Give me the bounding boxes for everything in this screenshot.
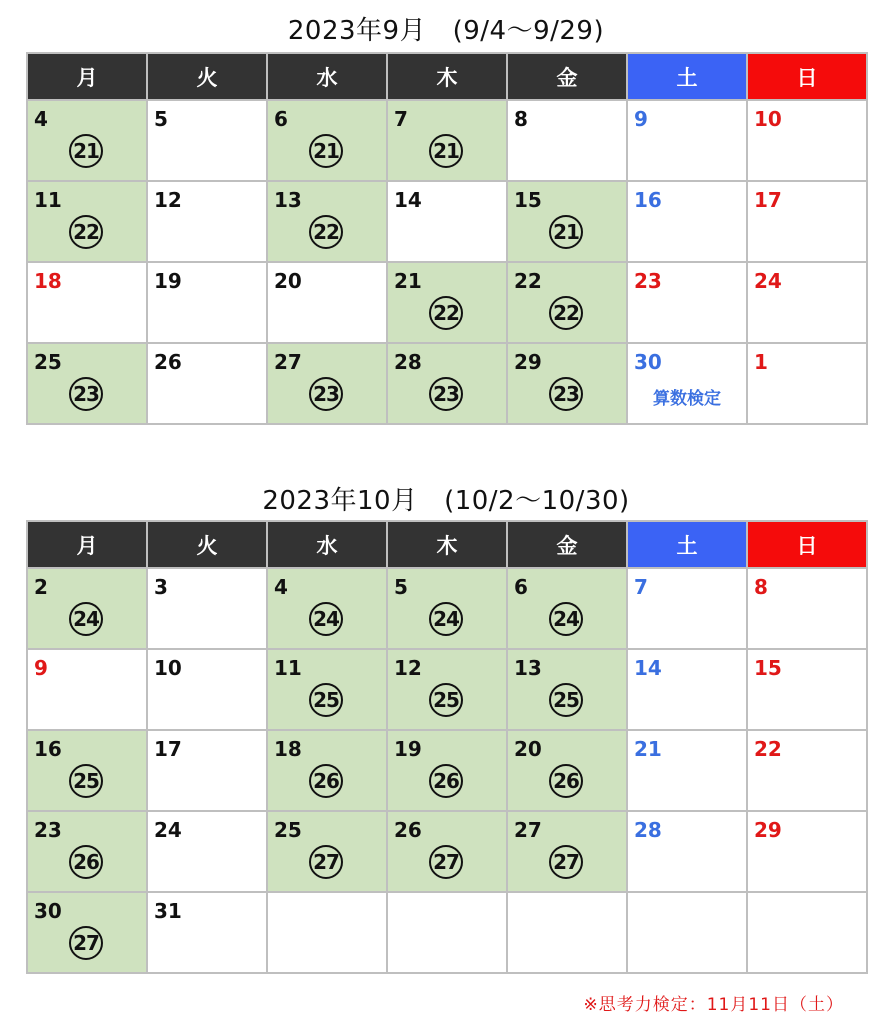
weekday-header: 金 <box>508 522 628 569</box>
day-cell <box>748 182 868 263</box>
day-cell <box>148 812 268 893</box>
day-number: 14 <box>634 656 662 680</box>
day-cell <box>748 893 868 974</box>
day-cell <box>628 101 748 182</box>
lesson-number-badge: 22 <box>69 215 103 249</box>
lesson-number-badge: 25 <box>69 764 103 798</box>
day-cell <box>388 650 508 731</box>
footnote: ※思考力検定：11月11日（土） <box>583 995 844 1015</box>
weekday-header: 月 <box>28 54 148 101</box>
day-number: 6 <box>274 107 288 131</box>
day-cell <box>268 182 388 263</box>
day-cell <box>148 263 268 344</box>
day-cell <box>148 893 268 974</box>
day-cell <box>28 893 148 974</box>
day-cell <box>28 344 148 425</box>
day-cell <box>508 263 628 344</box>
day-cell <box>388 893 508 974</box>
lesson-number-badge: 24 <box>549 602 583 636</box>
day-cell <box>28 569 148 650</box>
day-number: 30 <box>634 350 662 374</box>
day-number: 12 <box>394 656 422 680</box>
day-cell <box>628 263 748 344</box>
day-number: 28 <box>634 818 662 842</box>
day-cell <box>268 344 388 425</box>
day-number: 17 <box>754 188 782 212</box>
lesson-number-badge: 23 <box>549 377 583 411</box>
day-number: 10 <box>754 107 782 131</box>
lesson-number-badge: 26 <box>549 764 583 798</box>
day-cell <box>748 650 868 731</box>
day-cell <box>28 101 148 182</box>
day-cell <box>748 101 868 182</box>
day-number: 29 <box>514 350 542 374</box>
day-number: 27 <box>514 818 542 842</box>
day-cell <box>148 344 268 425</box>
day-cell <box>508 650 628 731</box>
lesson-number-badge: 25 <box>549 683 583 717</box>
day-number: 28 <box>394 350 422 374</box>
lesson-number-badge: 27 <box>69 926 103 960</box>
day-number: 20 <box>274 269 302 293</box>
day-number: 18 <box>274 737 302 761</box>
day-cell <box>28 731 148 812</box>
day-number: 9 <box>634 107 648 131</box>
day-number: 8 <box>514 107 528 131</box>
weekday-header: 水 <box>268 54 388 101</box>
calendar-title-september: 2023年9月 (9/4～9/29) <box>287 16 605 46</box>
day-number: 4 <box>34 107 48 131</box>
day-cell <box>388 812 508 893</box>
lesson-number-badge: 23 <box>309 377 343 411</box>
day-number: 11 <box>274 656 302 680</box>
lesson-number-badge: 22 <box>309 215 343 249</box>
day-cell <box>268 263 388 344</box>
lesson-number-badge: 21 <box>309 134 343 168</box>
lesson-number-badge: 25 <box>429 683 463 717</box>
day-cell <box>388 182 508 263</box>
day-number: 3 <box>154 575 168 599</box>
day-cell <box>268 812 388 893</box>
day-number: 7 <box>634 575 648 599</box>
day-cell <box>388 101 508 182</box>
day-cell <box>148 650 268 731</box>
day-cell <box>628 893 748 974</box>
weekday-header: 木 <box>388 522 508 569</box>
day-cell <box>28 182 148 263</box>
day-cell <box>148 101 268 182</box>
day-cell <box>268 893 388 974</box>
weekday-header: 土 <box>628 54 748 101</box>
day-number: 24 <box>754 269 782 293</box>
lesson-number-badge: 27 <box>549 845 583 879</box>
day-cell <box>628 650 748 731</box>
lesson-number-badge: 24 <box>429 602 463 636</box>
lesson-number-badge: 22 <box>549 296 583 330</box>
day-cell <box>628 344 748 425</box>
lesson-number-badge: 22 <box>429 296 463 330</box>
day-number: 23 <box>634 269 662 293</box>
weekday-header: 日 <box>748 522 868 569</box>
day-number: 31 <box>154 899 182 923</box>
day-cell <box>268 569 388 650</box>
day-number: 24 <box>154 818 182 842</box>
day-number: 8 <box>754 575 768 599</box>
day-cell <box>748 731 868 812</box>
day-cell <box>508 731 628 812</box>
calendar-grid-september <box>26 52 868 425</box>
lesson-number-badge: 27 <box>309 845 343 879</box>
day-number: 17 <box>154 737 182 761</box>
day-cell <box>508 101 628 182</box>
lesson-number-badge: 26 <box>429 764 463 798</box>
day-number: 16 <box>34 737 62 761</box>
day-number: 21 <box>634 737 662 761</box>
day-cell <box>508 569 628 650</box>
day-cell <box>628 569 748 650</box>
day-cell <box>148 569 268 650</box>
day-number: 5 <box>394 575 408 599</box>
day-number: 25 <box>34 350 62 374</box>
day-number: 25 <box>274 818 302 842</box>
day-number: 12 <box>154 188 182 212</box>
day-cell <box>268 650 388 731</box>
day-cell <box>508 893 628 974</box>
day-number: 1 <box>754 350 768 374</box>
day-number: 2 <box>34 575 48 599</box>
day-number: 26 <box>394 818 422 842</box>
day-cell <box>388 569 508 650</box>
day-number: 13 <box>274 188 302 212</box>
day-number: 22 <box>514 269 542 293</box>
day-cell <box>748 263 868 344</box>
lesson-number-badge: 21 <box>429 134 463 168</box>
day-cell <box>628 182 748 263</box>
day-cell <box>148 731 268 812</box>
day-number: 7 <box>394 107 408 131</box>
lesson-number-badge: 24 <box>309 602 343 636</box>
lesson-number-badge: 27 <box>429 845 463 879</box>
day-cell <box>28 263 148 344</box>
day-number: 16 <box>634 188 662 212</box>
day-number: 9 <box>34 656 48 680</box>
day-cell <box>388 263 508 344</box>
day-cell <box>748 569 868 650</box>
day-cell <box>268 731 388 812</box>
lesson-number-badge: 23 <box>429 377 463 411</box>
lesson-number-badge: 26 <box>69 845 103 879</box>
calendar-grid-october <box>26 520 868 974</box>
day-cell <box>388 344 508 425</box>
day-number: 4 <box>274 575 288 599</box>
day-number: 5 <box>154 107 168 131</box>
day-number: 23 <box>34 818 62 842</box>
weekday-header: 火 <box>148 522 268 569</box>
day-number: 10 <box>154 656 182 680</box>
day-cell <box>268 101 388 182</box>
day-cell <box>748 344 868 425</box>
weekday-header: 金 <box>508 54 628 101</box>
lesson-number-badge: 26 <box>309 764 343 798</box>
day-number: 22 <box>754 737 782 761</box>
day-number: 30 <box>34 899 62 923</box>
day-number: 13 <box>514 656 542 680</box>
lesson-number-badge: 24 <box>69 602 103 636</box>
weekday-header: 火 <box>148 54 268 101</box>
day-number: 6 <box>514 575 528 599</box>
calendar-title-october: 2023年10月 (10/2～10/30) <box>262 486 630 516</box>
day-number: 11 <box>34 188 62 212</box>
day-cell <box>148 182 268 263</box>
day-number: 18 <box>34 269 62 293</box>
day-number: 21 <box>394 269 422 293</box>
day-number: 19 <box>154 269 182 293</box>
day-number: 29 <box>754 818 782 842</box>
day-number: 27 <box>274 350 302 374</box>
weekday-header: 月 <box>28 522 148 569</box>
day-number: 20 <box>514 737 542 761</box>
day-cell <box>628 731 748 812</box>
lesson-number-badge: 21 <box>549 215 583 249</box>
day-number: 26 <box>154 350 182 374</box>
day-cell <box>388 731 508 812</box>
day-cell <box>28 650 148 731</box>
weekday-header: 水 <box>268 522 388 569</box>
lesson-number-badge: 23 <box>69 377 103 411</box>
day-cell <box>28 812 148 893</box>
lesson-number-badge: 21 <box>69 134 103 168</box>
weekday-header: 日 <box>748 54 868 101</box>
weekday-header: 土 <box>628 522 748 569</box>
day-cell <box>748 812 868 893</box>
event-note: 算数検定 <box>653 389 721 409</box>
day-cell <box>508 182 628 263</box>
day-number: 19 <box>394 737 422 761</box>
day-cell <box>628 812 748 893</box>
day-cell <box>508 344 628 425</box>
day-number: 15 <box>514 188 542 212</box>
weekday-header: 木 <box>388 54 508 101</box>
day-number: 15 <box>754 656 782 680</box>
lesson-number-badge: 25 <box>309 683 343 717</box>
day-number: 14 <box>394 188 422 212</box>
day-cell <box>508 812 628 893</box>
